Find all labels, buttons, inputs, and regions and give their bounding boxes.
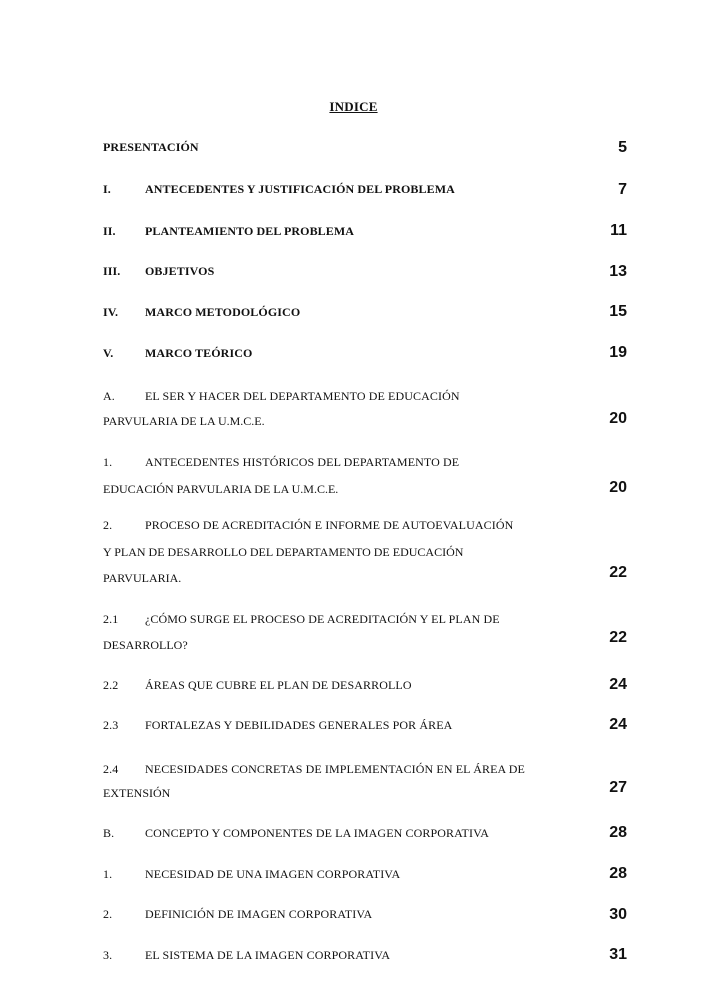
toc-entry-title: PLANTEAMIENTO DEL PROBLEMA: [145, 224, 355, 238]
toc-entry-title: NECESIDADES CONCRETAS DE IMPLEMENTACIÓN EN EL ÁREA DE: [145, 762, 525, 776]
toc-entry-line: [103, 612, 500, 627]
toc-entry-title: NECESIDAD DE UNA IMAGEN CORPORATIVA: [145, 867, 401, 881]
toc-page-number: 7: [618, 181, 627, 198]
toc-entry-label: 2.: [103, 907, 113, 921]
toc-entry-label: A.: [103, 389, 115, 403]
toc-page-number: 27: [609, 779, 627, 796]
toc-entry-label: I.: [103, 182, 111, 196]
toc-entry-title: ¿CÓMO SURGE EL PROCESO DE ACREDITACIÓN Y EL PLAN DE: [145, 612, 500, 626]
toc-entry-line: [103, 826, 489, 841]
toc-entry-title: OBJETIVOS: [145, 264, 215, 278]
toc-page-number: 15: [609, 303, 627, 320]
toc-entry-label: 2.2: [103, 678, 119, 692]
toc-entry-title: PRESENTACIÓN: [103, 140, 199, 154]
toc-entry-line: [103, 389, 460, 404]
toc-entry-line: [103, 455, 459, 470]
toc-entry-line: [103, 867, 400, 882]
toc-entry-line: [103, 140, 199, 155]
toc-page-number: 24: [609, 716, 627, 733]
toc-page-number: 31: [609, 946, 627, 963]
toc-entry-line: [103, 346, 252, 361]
toc-page-number: 30: [609, 906, 627, 923]
toc-entry-line: [103, 678, 412, 693]
toc-entry-label: 1.: [103, 867, 113, 881]
toc-entry-label: 1.: [103, 455, 113, 469]
toc-entry-label: 2.1: [103, 612, 119, 626]
toc-entry-label: 3.: [103, 948, 113, 962]
toc-page-number: 5: [618, 139, 627, 156]
toc-page-number: 20: [609, 410, 627, 427]
toc-entry-label: B.: [103, 826, 115, 840]
toc-entry-title: PROCESO DE ACREDITACIÓN E INFORME DE AUTOEVALUACIÓN: [145, 518, 514, 532]
toc-page-number: 22: [609, 564, 627, 581]
toc-page-number: 22: [609, 629, 627, 646]
toc-page-number: 19: [609, 344, 627, 361]
toc-entry-title-continued: PARVULARIA DE LA U.M.C.E.: [103, 414, 265, 428]
toc-entry-title-continued: EDUCACIÓN PARVULARIA DE LA U.M.C.E.: [103, 482, 339, 496]
toc-entry-line: [103, 305, 300, 320]
toc-entry-title: CONCEPTO Y COMPONENTES DE LA IMAGEN CORPORATIVA: [145, 826, 490, 840]
toc-entry-line: [103, 264, 214, 279]
toc-entry-title-continued: PARVULARIA.: [103, 571, 182, 585]
toc-entry-label: 2.3: [103, 718, 119, 732]
toc-entry-label: 2.: [103, 518, 113, 532]
toc-entry-label: III.: [103, 264, 121, 278]
toc-entry-line: [103, 718, 452, 733]
toc-entry-title: EL SISTEMA DE LA IMAGEN CORPORATIVA: [145, 948, 391, 962]
toc-entry-title: EL SER Y HACER DEL DEPARTAMENTO DE EDUCACIÓN: [145, 389, 460, 403]
toc-entry-title-continued: Y PLAN DE DESARROLLO DEL DEPARTAMENTO DE EDUCACIÓN: [103, 545, 464, 559]
toc-entry-line: [103, 948, 390, 963]
toc-entry-label: 2.4: [103, 762, 119, 776]
toc-entry-label: II.: [103, 224, 116, 238]
toc-page-number: 28: [609, 865, 627, 882]
toc-entry-label: V.: [103, 346, 114, 360]
toc-entry-line: [103, 907, 372, 922]
toc-entry-label: IV.: [103, 305, 119, 319]
toc-entry-title-continued: DESARROLLO?: [103, 638, 188, 652]
toc-entry-title: MARCO TEÓRICO: [145, 346, 253, 360]
toc-entry-title: FORTALEZAS Y DEBILIDADES GENERALES POR ÁREA: [145, 718, 453, 732]
toc-page-number: 28: [609, 824, 627, 841]
toc-entry-line: [103, 224, 354, 239]
page-title: INDICE: [329, 99, 378, 114]
toc-entry-title: DEFINICIÓN DE IMAGEN CORPORATIVA: [145, 907, 373, 921]
toc-page-number: 13: [609, 263, 627, 280]
toc-entry-title: MARCO METODOLÓGICO: [145, 305, 301, 319]
toc-entry-title: ÁREAS QUE CUBRE EL PLAN DE DESARROLLO: [145, 678, 412, 692]
toc-entry-title: ANTECEDENTES Y JUSTIFICACIÓN DEL PROBLEMA: [145, 182, 455, 196]
toc-entry-line: [103, 518, 513, 533]
toc-page-number: 11: [610, 222, 627, 239]
toc-entry-title: ANTECEDENTES HISTÓRICOS DEL DEPARTAMENTO DE: [145, 455, 460, 469]
toc-page-number: 20: [609, 479, 627, 496]
toc-entry-line: [103, 182, 455, 197]
toc-entry-line: [103, 762, 525, 777]
toc-entry-title-continued: EXTENSIÓN: [103, 786, 171, 800]
toc-page-number: 24: [609, 676, 627, 693]
